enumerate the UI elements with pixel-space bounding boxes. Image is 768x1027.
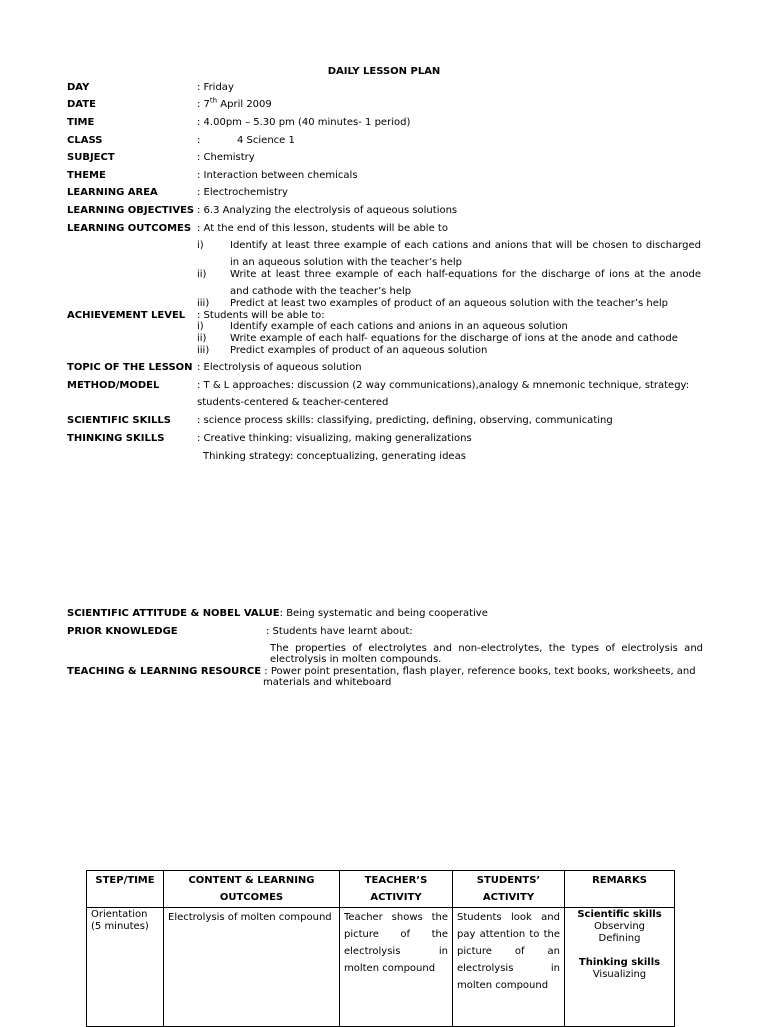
achievement-text: Write example of each half- equations for the discharge of ions at the anode and cathode xyxy=(230,333,678,344)
achievement-number: ii) xyxy=(197,333,207,344)
remarks-skill: Defining xyxy=(598,933,641,944)
class-colon: : xyxy=(197,135,201,146)
time-value: : 4.00pm – 5.30 pm (40 minutes- 1 period) xyxy=(197,117,411,128)
method-label: METHOD/MODEL xyxy=(67,380,160,391)
header-remarks: REMARKS xyxy=(565,871,675,908)
step-cell: Orientation (5 minutes) xyxy=(87,908,164,1027)
class-value: 4 Science 1 xyxy=(237,135,295,146)
table-row xyxy=(87,908,675,1027)
learning-outcomes-label: LEARNING OUTCOMES xyxy=(67,223,192,234)
prior-knowledge-text: The properties of electrolytes and non-electrolytes, the types of electrolysis and electrolysis in molten compounds. xyxy=(270,643,703,665)
header-students-activity: STUDENTS’ ACTIVITY xyxy=(453,871,565,908)
theme-value: : Interaction between chemicals xyxy=(197,170,358,181)
content-cell: Electrolysis of molten compound xyxy=(164,908,340,1027)
achievement-text: Identify example of each cations and anions in an aqueous solution xyxy=(230,321,568,332)
outcome-text-cont: and cathode with the teacher’s help xyxy=(230,286,412,297)
learning-objectives-label: LEARNING OBJECTIVES xyxy=(67,205,195,216)
subject-value: : Chemistry xyxy=(197,152,255,163)
thinking-skills-value: : Creative thinking: visualizing, making generalizations xyxy=(197,433,472,444)
achievement-number: i) xyxy=(197,321,204,332)
subject-label: SUBJECT xyxy=(67,152,115,163)
day-value: : Friday xyxy=(197,82,234,93)
achievement-level-label: ACHIEVEMENT LEVEL xyxy=(67,310,186,321)
outcome-number: ii) xyxy=(197,269,207,280)
header-content: CONTENT & LEARNING OUTCOMES xyxy=(164,871,340,908)
students-activity-cell: Students look and pay attention to the picture of an electrolysis in molten compound xyxy=(453,908,565,1027)
achievement-number: iii) xyxy=(197,345,210,356)
thinking-skills-label: THINKING SKILLS xyxy=(67,433,165,444)
method-value: : T & L approaches: discussion (2 way communications),analogy & mnemonic technique, strategy: xyxy=(197,380,690,391)
teacher-activity-cell: Teacher shows the picture of the electrolysis in molten compound xyxy=(340,908,453,1027)
achievement-text: Predict examples of product of an aqueous solution xyxy=(230,345,488,356)
outcome-text: Identify at least three example of each cations and anions that will be chosen to discharged xyxy=(230,240,701,251)
learning-objectives-value: : 6.3 Analyzing the electrolysis of aqueous solutions xyxy=(197,205,458,216)
outcome-text: Predict at least two examples of product of an aqueous solution with the teacher’s help xyxy=(230,298,669,309)
method-value-cont: students-centered & teacher-centered xyxy=(197,397,389,408)
table-header-row xyxy=(87,871,675,908)
remarks-skill: Observing xyxy=(593,921,646,932)
learning-area-value: : Electrochemistry xyxy=(197,187,288,198)
remarks-heading: Scientific skills xyxy=(577,909,662,920)
outcome-number: iii) xyxy=(197,298,210,309)
header-teacher-activity: TEACHER’S ACTIVITY xyxy=(340,871,453,908)
achievement-level-value: : Students will be able to: xyxy=(197,310,325,321)
remarks-skill: Visualizing xyxy=(592,969,647,980)
scientific-skills-label: SCIENTIFIC SKILLS xyxy=(67,415,171,426)
scientific-skills-value: : science process skills: classifying, predicting, defining, observing, communicating xyxy=(197,415,613,426)
prior-knowledge-colon: : Students have learnt about: xyxy=(266,626,413,637)
remarks-cell xyxy=(565,908,675,1027)
day-label: DAY xyxy=(67,82,90,93)
topic-value: : Electrolysis of aqueous solution xyxy=(197,362,362,373)
header-step-time: STEP/TIME xyxy=(87,871,164,908)
resources-line-cont: materials and whiteboard xyxy=(263,677,392,688)
learning-outcomes-value: : At the end of this lesson, students will be able to xyxy=(197,223,448,234)
date-label: DATE xyxy=(67,99,96,110)
time-label: TIME xyxy=(67,117,95,128)
learning-area-label: LEARNING AREA xyxy=(67,187,158,198)
thinking-strategy-value: Thinking strategy: conceptualizing, generating ideas xyxy=(203,451,466,462)
topic-label: TOPIC OF THE LESSON xyxy=(67,362,193,373)
prior-knowledge-label: PRIOR KNOWLEDGE xyxy=(67,626,178,637)
attitude-line: SCIENTIFIC ATTITUDE & NOBEL VALUE: Being systematic and being cooperative xyxy=(67,608,488,619)
outcome-number: i) xyxy=(197,240,204,251)
date-value: : 7th April 2009 xyxy=(197,96,272,110)
theme-label: THEME xyxy=(67,170,106,181)
document-title: DAILY LESSON PLAN xyxy=(327,66,441,77)
class-label: CLASS xyxy=(67,135,103,146)
resources-line: TEACHING & LEARNING RESOURCE : Power point presentation, flash player, reference books, text books, worksheets, and xyxy=(67,666,696,677)
lesson-steps-table xyxy=(86,870,675,1027)
outcome-text: Write at least three example of each half-equations for the discharge of ions at the anode xyxy=(230,269,701,280)
outcome-text-cont: in an aqueous solution with the teacher’s help xyxy=(230,257,462,268)
remarks-heading: Thinking skills xyxy=(578,957,661,968)
